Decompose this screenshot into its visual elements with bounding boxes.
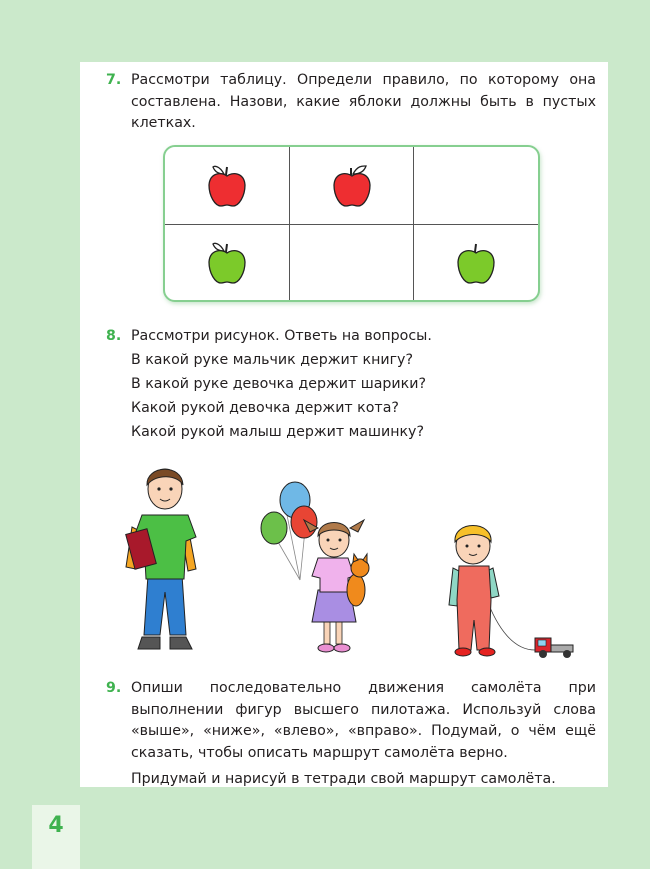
task-number: 7. xyxy=(106,72,122,88)
task-number: 8. xyxy=(106,328,122,344)
girl-illustration xyxy=(260,480,380,664)
task-9 xyxy=(106,678,596,791)
task-text: Придумай и нарисуй в тетради свой маршрут самолёта. xyxy=(131,771,556,787)
empty-table-cell xyxy=(414,147,538,225)
table-cell xyxy=(165,225,290,300)
toddler-illustration xyxy=(435,510,595,669)
red-apple-icon xyxy=(202,161,252,211)
task-number: 9. xyxy=(106,680,122,696)
table-cell xyxy=(414,225,538,300)
red-apple-icon xyxy=(327,161,377,211)
question-text: В какой руке девочка держит шарики? xyxy=(131,376,426,392)
boy-illustration xyxy=(120,457,210,661)
green-apple-icon xyxy=(202,238,252,288)
question-text: Какой рукой малыш держит машинку? xyxy=(131,424,424,440)
page-number-box xyxy=(32,805,80,869)
empty-table-cell xyxy=(290,225,414,300)
task-7 xyxy=(106,70,596,135)
question-text: Какой рукой девочка держит кота? xyxy=(131,400,399,416)
task-text: Опиши последовательно движения самолёта при выполнении фигур высшего пилотажа. Используй слова «выше», «ниже», «влево», «вправо». Подумай, о чём ещё сказать, чтобы описать маршрут самолёта верно. xyxy=(131,680,596,761)
page-content xyxy=(80,62,608,787)
task-text: Рассмотри таблицу. Определи правило, по которому она составлена. Назови, какие яблоки должны быть в пустых клетках. xyxy=(131,72,596,131)
task-text: Рассмотри рисунок. Ответь на вопросы. xyxy=(131,328,432,344)
question-text: В какой руке мальчик держит книгу? xyxy=(131,352,413,368)
page-number: 4 xyxy=(48,813,64,838)
apple-table xyxy=(163,145,540,302)
green-apple-icon xyxy=(451,238,501,288)
task-8 xyxy=(106,326,596,446)
table-cell xyxy=(290,147,414,225)
table-cell xyxy=(165,147,290,225)
